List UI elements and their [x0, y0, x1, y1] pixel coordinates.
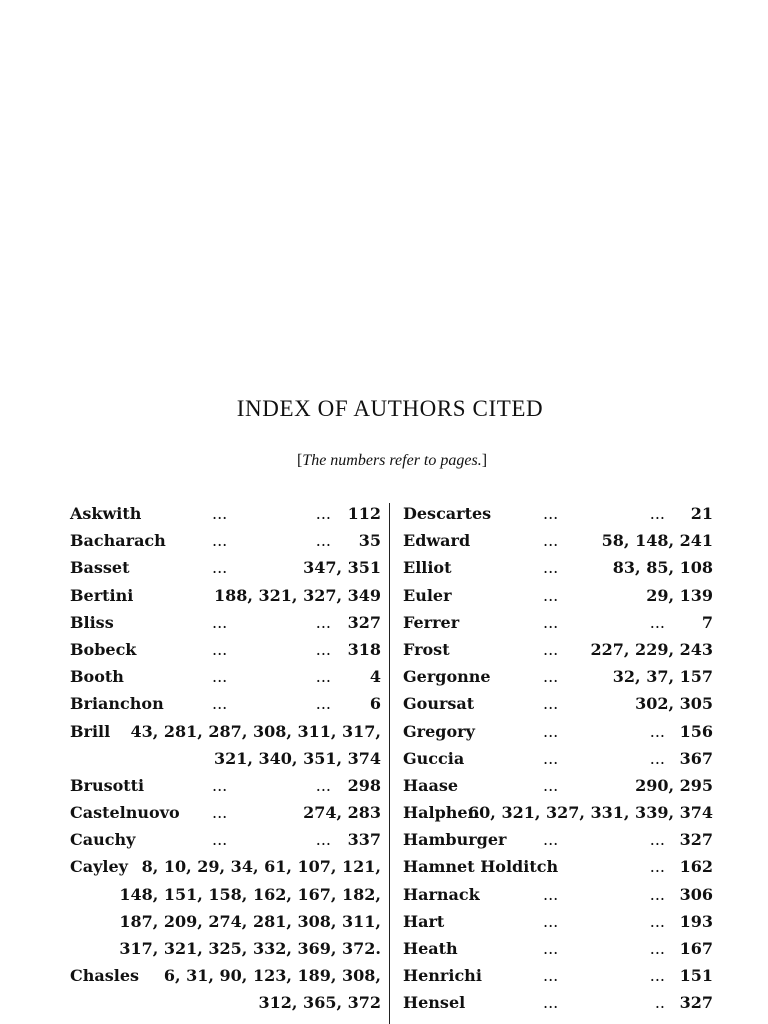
- leader-dots: ...: [212, 531, 228, 551]
- index-entry: [403, 690, 713, 717]
- author-name: Descartes: [403, 504, 492, 523]
- leader-dots: ...: [315, 694, 331, 714]
- author-name: Brill: [70, 721, 111, 741]
- leader-dots: ...: [649, 911, 665, 931]
- leader-dots: ...: [543, 558, 559, 578]
- author-name: Bliss: [70, 612, 114, 632]
- leader-dots: ...: [543, 775, 559, 795]
- subtitle-text: The numbers refer to pages.: [302, 452, 482, 469]
- index-entry: [70, 772, 381, 799]
- index-entry: [70, 962, 381, 989]
- author-name: Heath: [403, 939, 458, 958]
- index-entry: [70, 500, 381, 527]
- page-numbers: 167: [679, 939, 713, 958]
- leader-dots: ...: [315, 775, 331, 795]
- index-entry: [403, 826, 713, 853]
- leader-dots: ...: [315, 531, 331, 551]
- page-numbers: 43, 281, 287, 308, 311, 317,: [130, 721, 381, 741]
- index-entry: [403, 989, 713, 1016]
- author-name: Gergonne: [403, 667, 491, 687]
- leader-dots: ...: [212, 558, 228, 578]
- page-numbers: 274, 283: [303, 803, 381, 823]
- author-name: Euler: [403, 585, 452, 605]
- leader-dots: ...: [543, 911, 559, 931]
- page-subtitle: [0, 452, 768, 470]
- leader-dots: ...: [543, 504, 559, 523]
- index-entry: [70, 527, 381, 554]
- author-name: Haase: [403, 775, 459, 795]
- index-entry: [403, 772, 713, 799]
- page-numbers: 156: [679, 721, 713, 741]
- index-entry: [70, 935, 381, 962]
- leader-dots: ...: [543, 993, 559, 1013]
- author-name: Elliot: [403, 558, 452, 578]
- author-name: Guccia: [403, 748, 465, 768]
- leader-dots: ...: [212, 830, 228, 850]
- column-divider: [389, 503, 390, 1024]
- page-numbers: 32, 37, 157: [612, 667, 713, 687]
- author-name: Cauchy: [70, 830, 136, 850]
- page-numbers: 337: [347, 830, 381, 850]
- page-numbers: 227, 229, 243: [590, 639, 713, 659]
- page-numbers: 148, 151, 158, 162, 167, 182,: [119, 884, 381, 904]
- page-numbers: 318: [347, 639, 381, 659]
- page-numbers: 327: [679, 830, 713, 850]
- leader-dots: ...: [543, 531, 559, 551]
- page-numbers: 188, 321, 327, 349: [213, 585, 381, 605]
- leader-dots: ...: [543, 639, 559, 659]
- leader-dots: ...: [543, 939, 559, 958]
- author-name: Cayley: [70, 857, 128, 877]
- index-entry: [403, 527, 713, 554]
- page-numbers: 317, 321, 325, 332, 369, 372.: [119, 939, 381, 958]
- index-entry: [70, 881, 381, 908]
- index-entry: [403, 881, 713, 908]
- page-numbers: 312, 365, 372: [258, 993, 381, 1013]
- page-numbers: 187, 209, 274, 281, 308, 311,: [119, 911, 381, 931]
- subtitle-close-bracket: ]: [481, 452, 488, 469]
- leader-dots: ...: [543, 694, 559, 714]
- page-numbers: 6: [369, 694, 381, 714]
- index-entry: [70, 609, 381, 636]
- leader-dots: ...: [212, 612, 228, 632]
- page-numbers: 327: [347, 612, 381, 632]
- leader-dots: ...: [543, 721, 559, 741]
- index-entry: [403, 609, 713, 636]
- page-numbers: 60, 321, 327, 331, 339, 374: [468, 803, 713, 823]
- leader-dots: ...: [543, 830, 559, 850]
- index-entry: [403, 962, 713, 989]
- page-numbers: 367: [679, 748, 713, 768]
- leader-dots: ...: [649, 939, 665, 958]
- author-name: Chasles: [70, 966, 140, 986]
- author-name: Hart: [403, 911, 445, 931]
- author-name: Hamburger: [403, 830, 507, 850]
- leader-dots: ...: [315, 639, 331, 659]
- index-entry: [70, 663, 381, 690]
- page-numbers: 4: [369, 667, 381, 687]
- page-title: INDEX OF AUTHORS CITED: [236, 396, 544, 421]
- page-numbers: 347, 351: [303, 558, 381, 578]
- author-name: Askwith: [70, 504, 142, 523]
- author-name: Edward: [403, 531, 471, 551]
- index-entry: [70, 799, 381, 826]
- page-numbers: 306: [679, 884, 713, 904]
- leader-dots: ...: [315, 612, 331, 632]
- index-entry: [403, 935, 713, 962]
- page-numbers: 29, 139: [646, 585, 713, 605]
- author-name: Basset: [70, 558, 130, 578]
- page-numbers: 321, 340, 351, 374: [213, 748, 381, 768]
- leader-dots: ...: [543, 585, 559, 605]
- index-entry: [403, 554, 713, 581]
- page-numbers: 193: [679, 911, 713, 931]
- leader-dots: ...: [315, 830, 331, 850]
- leader-dots: ...: [315, 504, 331, 523]
- author-name: Frost: [403, 639, 450, 659]
- author-name: Bertini: [70, 585, 134, 605]
- page-numbers: 290, 295: [635, 775, 713, 795]
- leader-dots: ...: [649, 884, 665, 904]
- leader-dots: ...: [543, 612, 559, 632]
- leader-dots: ...: [212, 803, 228, 823]
- index-entry: [70, 636, 381, 663]
- index-entry: [70, 989, 381, 1016]
- leader-dots: ...: [543, 966, 559, 986]
- page-numbers: 35: [358, 531, 381, 551]
- page-numbers: 58, 148, 241: [601, 531, 713, 551]
- index-entry: [70, 582, 381, 609]
- leader-dots: ..: [654, 993, 665, 1013]
- author-name: Bacharach: [70, 531, 166, 551]
- leader-dots: ...: [212, 694, 228, 714]
- leader-dots: ...: [649, 504, 665, 523]
- author-name: Brusotti: [70, 775, 145, 795]
- index-entry: [403, 853, 713, 880]
- author-name: Bobeck: [70, 639, 137, 659]
- leader-dots: ...: [543, 884, 559, 904]
- page-numbers: 298: [347, 775, 381, 795]
- index-entry: [70, 745, 381, 772]
- index-left-column: [70, 500, 381, 1017]
- author-name: Hamnet Holditch: [403, 857, 559, 877]
- author-name: Castelnuovo: [70, 803, 180, 823]
- leader-dots: ...: [649, 748, 665, 768]
- author-name: Henrichi: [403, 966, 482, 986]
- author-name: Booth: [70, 667, 124, 687]
- page-numbers: 162: [679, 857, 713, 877]
- page-numbers: 83, 85, 108: [612, 558, 713, 578]
- leader-dots: ...: [212, 667, 228, 687]
- author-name: Hensel: [403, 993, 466, 1013]
- author-name: Goursat: [403, 694, 475, 714]
- author-name: Harnack: [403, 884, 480, 904]
- page-numbers: 302, 305: [635, 694, 713, 714]
- index-right-column: [403, 500, 713, 1017]
- index-entry: [403, 745, 713, 772]
- leader-dots: ...: [649, 857, 665, 877]
- page-numbers: 6, 31, 90, 123, 189, 308,: [163, 966, 381, 986]
- leader-dots: ...: [315, 667, 331, 687]
- leader-dots: ...: [543, 748, 559, 768]
- page-numbers: 151: [679, 966, 713, 986]
- author-name: Gregory: [403, 721, 475, 741]
- leader-dots: ...: [649, 966, 665, 986]
- author-name: Halphen: [403, 803, 480, 823]
- leader-dots: ...: [543, 667, 559, 687]
- author-name: Ferrer: [403, 612, 460, 632]
- index-entry: [403, 500, 713, 527]
- index-entry: [70, 826, 381, 853]
- index-entry: [403, 908, 713, 935]
- page-numbers: 8, 10, 29, 34, 61, 107, 121,: [141, 857, 381, 877]
- index-entry: [70, 690, 381, 717]
- leader-dots: ...: [649, 830, 665, 850]
- page-numbers: 21: [690, 504, 713, 523]
- index-entry: [403, 663, 713, 690]
- index-entry: [70, 554, 381, 581]
- page-numbers: 7: [701, 612, 713, 632]
- subtitle-open-bracket: [: [296, 452, 303, 469]
- index-entry: [403, 582, 713, 609]
- page-numbers: 112: [347, 504, 381, 523]
- page-numbers: 327: [679, 993, 713, 1013]
- leader-dots: ...: [649, 721, 665, 741]
- index-entry: [403, 799, 713, 826]
- index-entry: [70, 718, 381, 745]
- index-entry: [403, 636, 713, 663]
- author-name: Brianchon: [70, 694, 164, 714]
- index-entry: [70, 908, 381, 935]
- index-entry: [403, 718, 713, 745]
- index-entry: [70, 853, 381, 880]
- leader-dots: ...: [649, 612, 665, 632]
- leader-dots: ...: [212, 504, 228, 523]
- leader-dots: ...: [212, 639, 228, 659]
- leader-dots: ...: [212, 775, 228, 795]
